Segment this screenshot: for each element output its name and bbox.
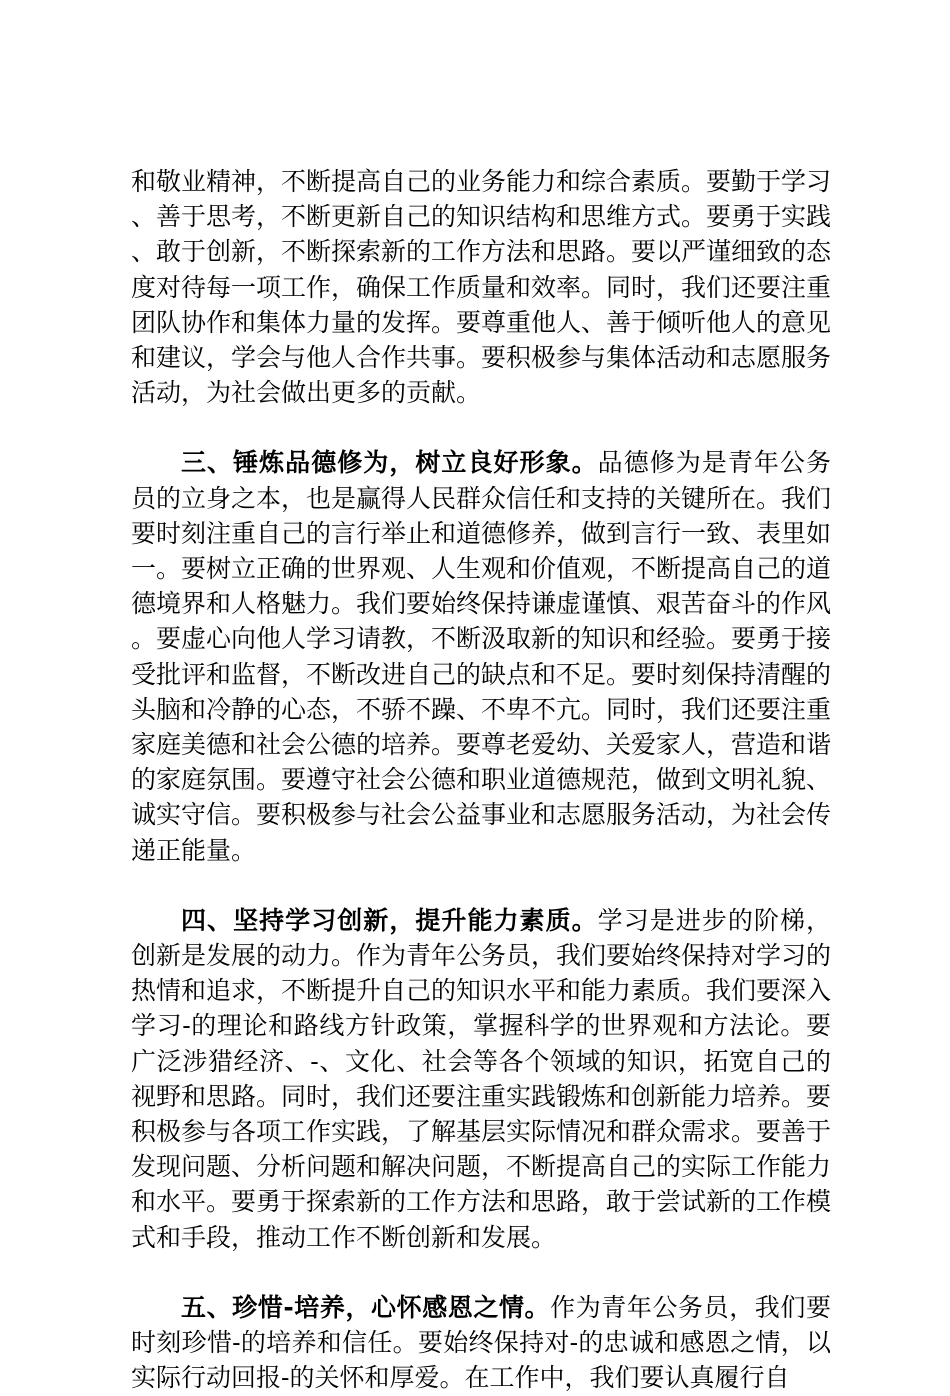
section-heading: 四、坚持学习创新，提升能力素质。 — [181, 905, 598, 935]
paragraph-section-5 — [131, 1290, 831, 1396]
paragraph-text: 品德修为是青年公务员的立身之本，也是赢得人民群众信任和支持的关键所在。我们要时刻注重自己的言行举止和道德修养，做到言行一致、表里如一。要树立正确的世界观、人生观和价值观，不断提高自己的道德境界和人格魅力。我们要始终保持谦虚谨慎、艰苦奋斗的作风。要虚心向他人学习请教，不断汲取新的知识和经验。要勇于接受批评和监督，不断改进自己的缺点和不足。要时刻保持清醒的头脑和冷静的心态，不骄不躁、不卑不亢。同时，我们还要注重家庭美德和社会公德的培养。要尊老爱幼、关爱家人，营造和谐的家庭氛围。要遵守社会公德和职业道德规范，做到文明礼貌、诚实守信。要积极参与社会公益事业和志愿服务活动，为社会传递正能量。 — [131, 448, 832, 865]
document-page — [131, 164, 831, 1396]
section-heading: 三、锤炼品德修为，树立良好形象。 — [181, 448, 598, 478]
paragraph-section-3 — [131, 445, 831, 867]
paragraph-text: 作为青年公务员，我们要时刻珍惜-的培养和信任。要始终保持对-的忠诚和感恩之情，以实际行动回报-的关怀和厚爱。在工作中，我们要认真履行自 — [131, 1292, 831, 1393]
paragraph-section-4 — [131, 903, 831, 1255]
paragraph-continuation — [131, 164, 831, 410]
paragraph-text: 和敬业精神，不断提高自己的业务能力和综合素质。要勤于学习、善于思考，不断更新自己的知识结构和思维方式。要勇于实践、敢于创新，不断探索新的工作方法和思路。要以严谨细致的态度对待每一项工作，确保工作质量和效率。同时，我们还要注重团队协作和集体力量的发挥。要尊重他人、善于倾听他人的意见和建议，学会与他人合作共事。要积极参与集体活动和志愿服务活动，为社会做出更多的贡献。 — [131, 167, 832, 408]
section-heading: 五、珍惜-培养，心怀感恩之情。 — [181, 1292, 551, 1322]
paragraph-text: 学习是进步的阶梯，创新是发展的动力。作为青年公务员，我们要始终保持对学习的热情和追求，不断提升自己的知识水平和能力素质。我们要深入学习-的理论和路线方针政策，掌握科学的世界观和方法论。要广泛涉猎经济、-、文化、社会等各个领域的知识，拓宽自己的视野和思路。同时，我们还要注重实践锻炼和创新能力培养。要积极参与各项工作实践，了解基层实际情况和群众需求。要善于发现问题、分析问题和解决问题，不断提高自己的实际工作能力和水平。要勇于探索新的工作方法和思路，敢于尝试新的工作模式和手段，推动工作不断创新和发展。 — [131, 905, 832, 1252]
